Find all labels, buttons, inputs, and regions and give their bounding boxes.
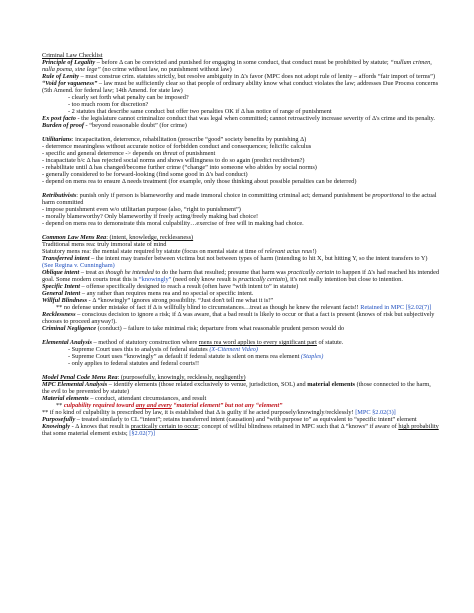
- utilitarians-item: - incapacitate b/c Δ has rejected social norms and shows willingness to do so again (predict recidivism?): [42, 157, 305, 165]
- knowingly-term: Knowingly: [42, 423, 70, 431]
- transferred-intent: [42, 255, 440, 269]
- retributivists-text: : punish only if person is blameworthy and made immoral choice in committing criminal act; demand punishment be: [76, 192, 373, 200]
- culpability-note: [42, 402, 440, 409]
- mpc-ea-text-2: (those connected to the harm, the evil to be prevented by statute): [42, 380, 431, 395]
- purposefully-text: – treated similarly to CL “intent”; retains transferred intent (causation) and “with purpose to” as equivalent to “specific intent” element: [75, 416, 417, 424]
- vagueness-text: – law must be sufficiently clear so that people of ordinary ability know what conduct violates the law; addresses Due Process concerns (5th Amend. for federal law; 14th Amend. for state law): [42, 80, 439, 95]
- knowingly: [42, 423, 440, 437]
- material-element-quote: “material element”: [171, 402, 225, 410]
- mpc-ea-term: MPC Elemental Analysis: [42, 380, 108, 388]
- burden-paragraph: [42, 122, 440, 129]
- legality-text: – before Δ can be convicted and punished for engaging in some conduct, that conduct must be prohibited by statute;: [95, 59, 391, 67]
- utilitarians-text: : incapacitation, deterrence, rehabilitation (proscribe “good” society benefits by punishing Δ): [71, 136, 307, 144]
- practically-certain: practically certain to occur: [130, 423, 199, 431]
- general-intent: [42, 290, 440, 297]
- negligence-term: Criminal Negligence: [42, 325, 97, 333]
- lenity-text: – must construe crim. statutes strictly, but resolve ambiguity in Δ's favor (MPC does not adopt rule of lenity – affords “fair import of terms”): [79, 73, 436, 81]
- knowingly-word: “knowingly”: [138, 276, 172, 284]
- elemental-underlined: mens rea word applies to every significant part: [198, 339, 317, 347]
- specific-intent: [42, 283, 440, 290]
- expost-paragraph: [42, 115, 440, 122]
- elemental-item: [42, 346, 440, 353]
- oblique-text-4: (need only know result is: [171, 276, 239, 284]
- utilitarians-item: - deterrence meaningless without accurate notice of forbidden conduct and consequences; felicific calculus: [42, 143, 312, 151]
- elemental-analysis: [42, 339, 440, 346]
- knowingly-text: - Δ knows that result is: [70, 423, 131, 431]
- oblique-intent: [42, 269, 440, 283]
- proportional-word: proportional: [372, 192, 405, 200]
- utilitarians-paragraph: [42, 136, 440, 143]
- material-elements-term: Material elements: [42, 395, 89, 403]
- specific-intent-text: – offense specifically designed to reach a result (often have “with intent to” in statute): [79, 283, 299, 291]
- elemental-item-citation: (X-Citement Video): [209, 346, 258, 354]
- mpc-2023-citation: [MPC §2.02(3)]: [355, 409, 396, 417]
- culpability-text: culpability required toward: [63, 402, 136, 410]
- general-intent-term: General Intent: [42, 290, 81, 298]
- any-and-every: any and every: [135, 402, 172, 410]
- page-title: [42, 52, 440, 59]
- culpability-stars: **: [56, 402, 64, 410]
- elemental-item-text: - Supreme Court uses “knowingly” as default if federal statute is silent on mens rea element: [68, 353, 301, 361]
- elemental-item-citation: (Staples): [300, 353, 324, 361]
- purposefully: [42, 416, 440, 423]
- common-law-heading: [42, 234, 440, 241]
- willful-blindness-text: - Δ “knowingly” ignores strong possibility. “Just don't tell me what it is!”: [87, 297, 274, 305]
- expost-text: - the legislature cannot criminalize conduct that was legal when committed; cannot retroactively increase severity of Δ's crime and its penalty.: [75, 115, 435, 123]
- recklessness-term: Recklessness: [42, 311, 76, 319]
- burden-text: - “beyond reasonable doubt” (for crime): [83, 122, 187, 130]
- material-elements-bold: material elements: [307, 380, 355, 388]
- willful-blindness-term: Willful Blindness: [42, 297, 88, 305]
- oblique-text-2: to do the harm that resulted; presume that harm was: [153, 269, 288, 277]
- elemental-item-text: - Supreme Court uses this to analysis of federal statutes: [68, 346, 210, 354]
- mpc-heading: [42, 374, 440, 381]
- not-any-element: but not any “element”: [224, 402, 283, 410]
- elemental-text-2: of statute.: [316, 339, 344, 347]
- no-culpability-note: [42, 409, 440, 416]
- title-text: Criminal Law Checklist: [42, 52, 103, 59]
- oblique-text-3: to happen if Δ's had reached his intended goal. Some modern courts treat this is: [42, 269, 440, 284]
- utilitarians-term: Utilitarians: [42, 136, 72, 144]
- vagueness-item: - clearly set forth what penalty can be imposed?: [68, 94, 189, 102]
- burden-term: Burden of proof: [42, 122, 84, 130]
- mpc-heading-note: : (purposefully, knowingly, recklessly, negligently): [117, 373, 246, 381]
- mpc-elemental-analysis: [42, 381, 440, 395]
- expost-term: Ex post facto: [42, 115, 76, 123]
- negligence-text: (conduct) – failure to take minimal risk; departure from what reasonable prudent person would do: [96, 325, 345, 333]
- mpc-ea-text: – identify elements (those related exclusively to venue, jurisdiction, SOL) and: [107, 380, 308, 388]
- general-intent-text: – any rather than requires mens rea and no special or specific intent.: [80, 290, 254, 298]
- statutory-mens-rea: [42, 248, 440, 255]
- statutory-text: Statutory mens rea: the mental state required by statute (focus on mental state at time of: [42, 247, 265, 255]
- recklessness: [42, 311, 440, 325]
- utilitarians-item: - depend on mens rea to ensure Δ needs treatment (for example, only those thinking about possible penalties can be deterred): [42, 178, 357, 186]
- retributivists-text-2: to the actual harm committed: [42, 192, 437, 207]
- oblique-italic: as though he intended: [98, 269, 154, 277]
- traditional-mens-rea: Traditional mens rea: truly immoral state of mind: [42, 240, 167, 248]
- retributivists-item: - impose punishment even w/o utilitarian purpose (also, “right to punishment”): [42, 206, 241, 214]
- deterrence-text-2: of punishment: [177, 150, 216, 158]
- no-culpability-text: ** if no kind of culpability is prescribed by law, it is established that Δ is guilty if he acted purposely/knowingly/recklessly!: [42, 409, 356, 417]
- transferred-intent-text: – the intent may transfer between victims but not between types of harm (intending to hit X, but hitting Y, so the intent transfers to Y): [89, 255, 428, 262]
- mpc-citation: Retained in MPC [§2.02(7)]: [360, 304, 432, 312]
- checklist-body: [42, 52, 440, 437]
- legality-maxim: “nullum crimen, nulla poena, sine lege”: [42, 59, 432, 74]
- cunningham-citation: (See Regina v. Cunningham): [42, 262, 115, 270]
- vagueness-item: - 2 statutes that describe same conduct but offer two penalties OK if Δ has notice of range of punishment: [68, 108, 332, 116]
- retributivists-paragraph: [42, 192, 440, 206]
- utilitarians-item: - generally considered to be forward-looking (find some good in Δ's bad conduct): [42, 171, 248, 179]
- threat-word: threat: [162, 150, 178, 158]
- actus-reus-text: relevant actus reus: [264, 247, 313, 255]
- legality-paragraph: [42, 59, 440, 73]
- vagueness-paragraph: [42, 80, 440, 94]
- retributivists-term: Retributivists: [42, 192, 77, 200]
- willful-blindness-note-text: ** no defense under mistake of fact if Δ is willfully blind to circumstances…treat as though he knew the relevant facts!!: [56, 304, 361, 312]
- oblique-italic-3: practically certain: [238, 276, 285, 284]
- transferred-intent-term: Transferred intent: [42, 255, 90, 262]
- material-elements: [42, 395, 440, 402]
- elemental-item: [42, 360, 440, 367]
- retributivists-item: - morally blameworthy? Only blameworthy if freely acting/freely making bad choice!: [42, 213, 259, 221]
- legality-term: Principle of Legality: [42, 59, 96, 67]
- lenity-paragraph: [42, 73, 440, 80]
- knowingly-text-3: that some material element exists;: [42, 430, 130, 438]
- knowingly-text-2: ; concept of willful blindness retained in MPC such that Δ “knows” if aware of: [198, 423, 399, 431]
- material-elements-text: – conduct, attendant circumstances, and result: [88, 395, 207, 403]
- vagueness-item: - too much room for discretion?: [68, 101, 149, 109]
- legality-text-2: (no crime without law, no punishment without law): [100, 66, 232, 74]
- common-law-heading-text: Common Law Mens Rea: [42, 233, 107, 241]
- oblique-intent-term: Oblique intent: [42, 269, 80, 277]
- utilitarians-item: - rehabilitate until Δ has changed/become further crime (“change” into someone who abides by social norms): [42, 164, 317, 172]
- common-law-heading-note: : (intent, knowledge, recklessness): [106, 233, 194, 241]
- elemental-term: Elemental Analysis: [42, 339, 92, 347]
- oblique-text: – treat: [79, 269, 99, 277]
- recklessness-text: – conscious decision to ignore a risk; if Δ was aware, that a bad result is likely to occur or that a fact is present (knows of risk but subjectively chooses to proceed anyway!).: [42, 311, 435, 326]
- elemental-item: [42, 353, 440, 360]
- retributivists-item: - depend on mens rea to demonstrate this moral culpability…exercise of free will in making bad choice.: [42, 220, 304, 228]
- elemental-text: – method of statutory construction where: [91, 339, 199, 347]
- mpc-2027-citation: [§2.02(7)]: [129, 430, 155, 438]
- willful-blindness-note: [42, 304, 440, 311]
- statutory-text-end: !): [312, 247, 317, 255]
- utilitarians-item: [42, 150, 440, 157]
- purposefully-term: Purposefully: [42, 416, 76, 424]
- vagueness-term: “Void for vagueness”: [42, 80, 98, 88]
- oblique-italic-2: practically certain: [287, 269, 335, 277]
- specific-intent-term: Specific Intent: [42, 283, 80, 291]
- lenity-term: Rule of Lenity: [42, 73, 80, 81]
- willful-blindness: [42, 297, 440, 304]
- elemental-item-text: - only applies to federal statutes and federal courts!!: [68, 360, 200, 368]
- mpc-heading-text: Model Penal Code Mens Rea: [42, 373, 118, 381]
- high-probability: high probability: [398, 423, 439, 431]
- criminal-negligence: [42, 325, 440, 332]
- oblique-text-5: ), it's not really intention but close to intention.: [284, 276, 403, 284]
- deterrence-text: - specific and general deterrence -> depends on: [42, 150, 163, 158]
